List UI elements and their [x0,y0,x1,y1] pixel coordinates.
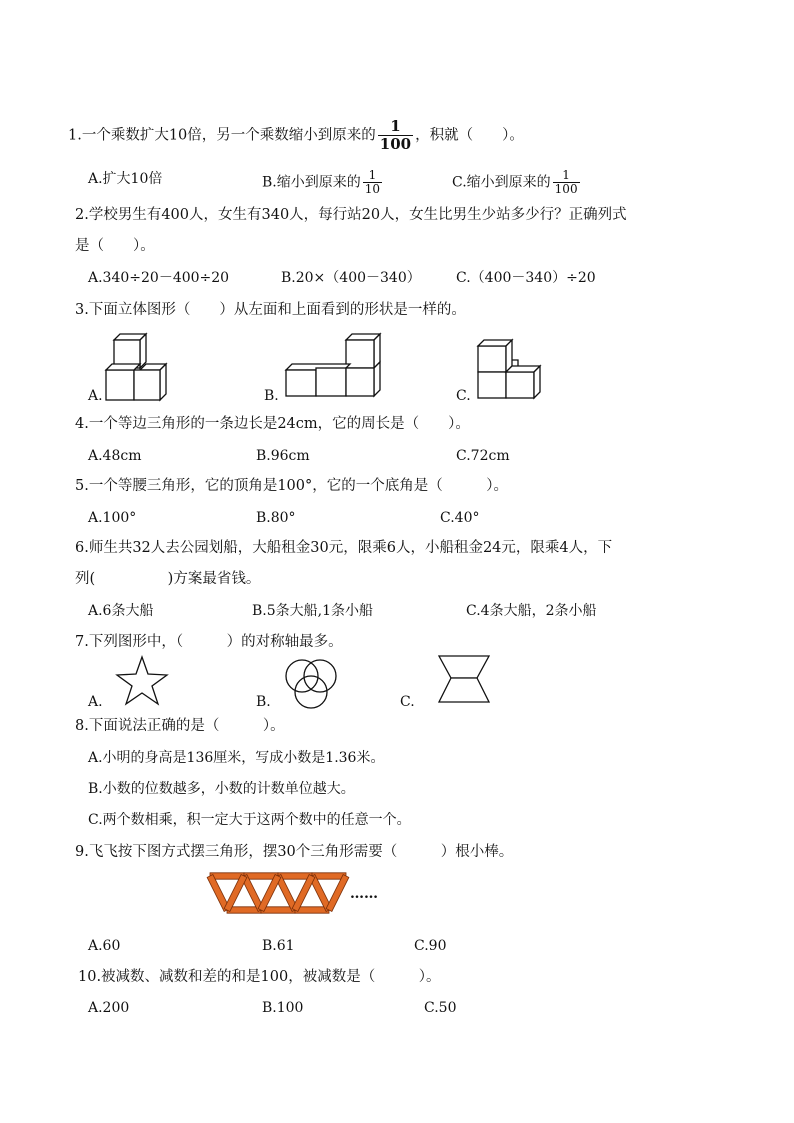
q7-option-c[interactable]: C. [400,694,415,710]
q9-option-a[interactable]: A.60 [88,938,121,954]
fraction-one-tenth: $\frac{1}{10}$ [364,168,381,196]
q5-option-b[interactable]: B.80° [256,510,296,526]
q5-option-c[interactable]: C.40° [440,510,480,526]
q2-option-c[interactable]: C.（400－340）÷20 [456,270,596,286]
q4-option-a[interactable]: A.48cm [88,448,142,464]
question-2-stem-line2: 是（ ）。 [75,238,155,254]
stick-triangles-figure [206,872,356,916]
three-petal-figure [282,656,340,712]
q3-option-a[interactable]: A. [88,388,103,404]
hourglass-trapezoid-figure [436,654,492,706]
q7-option-b[interactable]: B. [256,694,271,710]
q5-option-a[interactable]: A.100° [88,510,137,526]
question-4-stem: 4.一个等边三角形的一条边长是24cm，它的周长是（ ）。 [75,416,470,432]
question-10-stem: 10.被减数、减数和差的和是100，被减数是（ ）。 [78,969,441,985]
star-figure [114,656,170,706]
question-6-stem-line2: 列( )方案最省钱。 [75,571,261,587]
cube-figure-b [284,332,384,402]
question-1-stem: 1.一个乘数扩大10倍，另一个乘数缩小到原来的 $\frac{1}{100}$ ，积就（ ）。 [68,117,524,153]
question-8-stem: 8.下面说法正确的是（ ）。 [75,718,285,734]
question-9-stem: 9.飞飞按下图方式摆三角形，摆30个三角形需要（ ）根小棒。 [75,844,514,860]
question-2-stem-line1: 2.学校男生有400人，女生有340人，每行站20人，女生比男生少站多少行？正确列式 [75,207,627,223]
cube-figure-a [100,332,170,402]
q3-option-c[interactable]: C. [456,388,471,404]
q7-option-a[interactable]: A. [88,694,103,710]
cube-figure-c [476,338,546,402]
q6-option-b[interactable]: B.5条大船,1条小船 [252,603,374,619]
q1-option-b[interactable]: B.缩小到原来的 $\frac{1}{10}$ [262,168,381,196]
q3-option-b[interactable]: B. [264,388,279,404]
q1-option-a[interactable]: A.扩大10倍 [88,171,163,187]
q9-option-c[interactable]: C.90 [414,938,447,954]
q8-statement-b[interactable]: B.小数的位数越多，小数的计数单位越大。 [88,781,355,797]
q1-option-c[interactable]: C.缩小到原来的 $\frac{1}{100}$ [452,168,578,196]
q8-statement-c[interactable]: C.两个数相乘，积一定大于这两个数中的任意一个。 [88,812,411,828]
q6-option-a[interactable]: A.6条大船 [88,603,154,619]
q4-option-c[interactable]: C.72cm [456,448,510,464]
fraction-one-hundredth-option: $\frac{1}{100}$ [554,168,578,196]
stick-diagonal [258,875,281,912]
question-7-stem: 7.下列图形中，（ ）的对称轴最多。 [75,634,343,650]
q10-option-c[interactable]: C.50 [424,1000,457,1016]
question-3-stem: 3.下面立体图形（ ）从左面和上面看到的形状是一样的。 [75,302,466,318]
q10-option-b[interactable]: B.100 [262,1000,304,1016]
fraction-one-hundredth: $\frac{1}{100}$ [379,117,412,153]
q2-option-a[interactable]: A.340÷20－400÷20 [88,270,230,286]
q6-option-c[interactable]: C.4条大船，2条小船 [466,603,597,619]
q4-option-b[interactable]: B.96cm [256,448,310,464]
q10-option-a[interactable]: A.200 [88,1000,130,1016]
stick-diagonal [326,875,349,912]
question-6-stem-line1: 6.师生共32人去公园划船，大船租金30元，限乘6人，小船租金24元，限乘4人，下 [75,540,613,556]
stick-diagonal [292,875,315,912]
question-5-stem: 5.一个等腰三角形，它的顶角是100°，它的一个底角是（ ）。 [75,478,509,494]
q9-option-b[interactable]: B.61 [262,938,295,954]
stick-diagonal [224,875,247,912]
q8-statement-a[interactable]: A.小明的身高是136厘米，写成小数是1.36米。 [88,750,385,766]
pattern-ellipsis: …… [350,886,378,902]
q2-option-b[interactable]: B.20×（400－340） [281,270,421,286]
